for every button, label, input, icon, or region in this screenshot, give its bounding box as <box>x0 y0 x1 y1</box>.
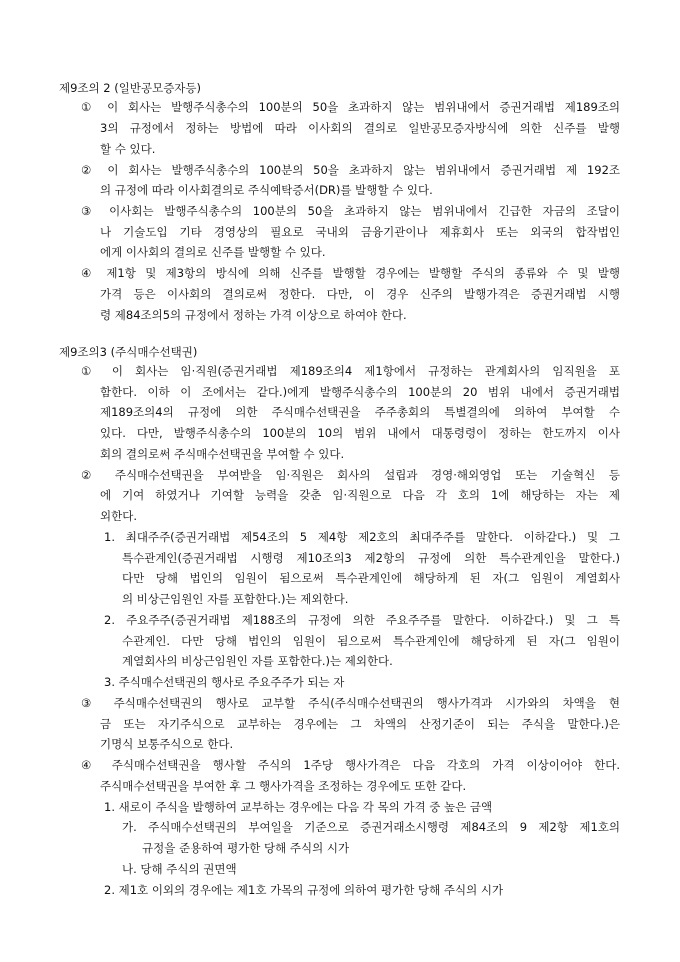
list-item-line: 2. 주요주주(증권거래법 제188조의 규정에 의한 주요주주를 말한다. 이하같다.) 및 그 특 <box>104 613 620 627</box>
sub-item-line: 나. 당해 주식의 권면액 <box>122 862 237 876</box>
article-title: 제9조의3 (주식매수선택권) <box>59 345 198 359</box>
list-item-line: 2. 제1호 이외의 경우에는 제1호 가목의 규정에 의하여 평가한 당해 주식의 시가 <box>104 883 504 897</box>
paragraph-line: 외한다. <box>100 509 137 523</box>
paragraph-line: ④ 제1항 및 제3항의 방식에 의해 신주를 발행할 경우에는 발행할 주식의 종류와 수 및 발행 <box>81 266 620 280</box>
paragraph-line: 의 규정에 따라 이사회결의로 주식예탁증서(DR)를 발행할 수 있다. <box>100 183 433 197</box>
paragraph-line: 금 또는 자기주식으로 교부하는 경우에는 그 차액의 산정기준이 되는 주식을 말한다.)은 <box>100 717 620 731</box>
paragraph-line: 있다. 다만, 발행주식총수의 100분의 10의 범위 내에서 대통령령이 정하는 한도까지 이사 <box>100 426 620 440</box>
paragraph-line: ② 이 회사는 발행주식총수의 100분의 50을 초과하지 않는 범위내에서 증권거래법 제 192조 <box>81 163 620 177</box>
paragraph-line: 제189조의4의 규정에 의한 주식매수선택권을 주주총회의 특별결의에 의하여 부여할 수 <box>100 405 620 419</box>
paragraph-line: 에게 이사회의 결의로 신주를 발행할 수 있다. <box>100 245 326 259</box>
list-item-line: 특수관계인(증권거래법 시행령 제10조의3 제2항의 규정에 의한 특수관계인을 말한다.) <box>122 551 620 565</box>
paragraph-line: 에 기여 하였거나 기여할 능력을 갖춘 임·직원으로 다음 각 호의 1에 해당하는 자는 제 <box>100 488 620 502</box>
paragraph-line: 주식매수선택권을 부여한 후 그 행사가격을 조정하는 경우에도 또한 같다. <box>100 779 467 793</box>
sub-item-line: 가. 주식매수선택권의 부여일을 기준으로 증권거래소시행령 제84조의 9 제2항 제1호의 <box>122 820 620 834</box>
paragraph-line: ③ 주식매수선택권의 행사로 교부할 주식(주식매수선택권의 행사가격과 시가와의 차액을 현 <box>81 696 620 710</box>
paragraph-line: ① 이 회사는 발행주식총수의 100분의 50을 초과하지 않는 범위내에서 증권거래법 제189조의 <box>81 100 620 114</box>
paragraph-line: ④ 주식매수선택권을 행사할 주식의 1주당 행사가격은 다음 각호의 가격 이상이어야 한다. <box>81 758 620 772</box>
sub-item-line: 규정을 준용하여 평가한 당해 주식의 시가 <box>142 841 350 855</box>
list-item-line: 1. 새로이 주식을 발행하여 교부하는 경우에는 다음 각 목의 가격 중 높은 금액 <box>104 800 493 814</box>
list-item-line: 다만 당해 법인의 임원이 됨으로써 특수관계인에 해당하게 된 자(그 임원이 계열회사 <box>122 571 620 585</box>
paragraph-line: ② 주식매수선택권을 부여받을 임·직원은 회사의 설립과 경영·해외영업 또는 기술혁신 등 <box>81 468 620 482</box>
paragraph-line: 기명식 보통주식으로 한다. <box>100 737 234 751</box>
paragraph-line: 령 제84조의5의 규정에서 정하는 가격 이상으로 하여야 한다. <box>100 308 407 322</box>
paragraph-line: 함한다. 이하 이 조에서는 같다.)에게 발행주식총수의 100분의 20 범위 내에서 증권거래법 <box>100 385 620 399</box>
paragraph-line: 나 기술도입 기타 경영상의 필요로 국내외 금융기관이나 제휴회사 또는 외국의 합작법인 <box>100 225 620 239</box>
list-item-line: 1. 최대주주(증권거래법 제54조의 5 제4항 제2호의 최대주주를 말한다. 이하같다.) 및 그 <box>104 530 620 544</box>
list-item-line: 수관계인. 다만 당해 법인의 임원이 됨으로써 특수관계인에 해당하게 된 자(그 임원이 <box>122 634 620 648</box>
paragraph-line: 회의 결의로써 주식매수선택권을 부여할 수 있다. <box>100 447 345 461</box>
list-item-line: 3. 주식매수선택권의 행사로 주요주주가 되는 자 <box>104 675 345 689</box>
list-item-line: 의 비상근임원인 자를 포함한다.)는 제외한다. <box>122 592 349 606</box>
paragraph-line: 가격 등은 이사회의 결의로써 정한다. 다만, 이 경우 신주의 발행가격은 증권거래법 시행 <box>100 287 620 301</box>
paragraph-line: ① 이 회사는 임·직원(증권거래법 제189조의4 제1항에서 규정하는 관계회사의 임직원을 포 <box>81 364 620 378</box>
paragraph-line: ③ 이사회는 발행주식총수의 100분의 50을 초과하지 않는 범위내에서 긴급한 자금의 조달이 <box>81 204 620 218</box>
article-title: 제9조의 2 (일반공모증자등) <box>59 81 202 95</box>
list-item-line: 계열회사의 비상근임원인 자를 포함한다.)는 제외한다. <box>122 654 393 668</box>
paragraph-line: 할 수 있다. <box>100 142 156 156</box>
paragraph-line: 3의 규정에서 정하는 방법에 따라 이사회의 결의로 일반공모증자방식에 의한 신주를 발행 <box>100 121 620 135</box>
